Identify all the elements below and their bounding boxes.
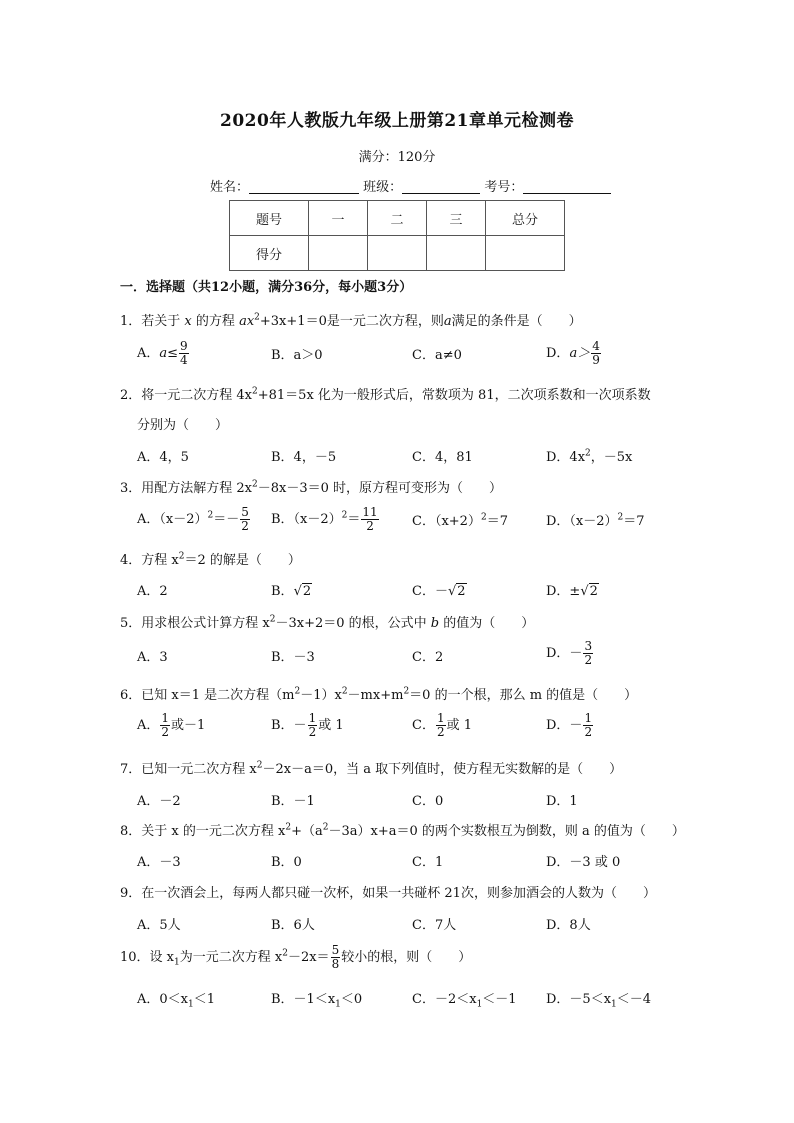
q4-option-d[interactable]: D．±√2 [546,584,598,599]
score-cell[interactable] [368,236,427,271]
full-score: 满分：120分 [358,150,436,165]
question-8: 8．关于 x 的一元二次方程 $x^2+(a^2-3a)x+a=0$ 的两个实数根互为倒数，则 a 的值为（ ） [120,822,685,839]
question-1: 1．若关于 x 的方程 $ax^2+3x+1=0$是一元二次方程，则a满足的条件是（ ） [120,312,582,329]
section-heading: 一．选择题（共12小题，满分36分，每小题3分） [120,280,413,295]
score-cell[interactable] [309,236,368,271]
exam-no-label: 考号： [484,180,524,195]
q8-option-d[interactable]: D．－3 或 0 [546,855,621,870]
q4-option-a[interactable]: A．2 [137,584,168,599]
question-4: 4．方程 $x^2=2$ 的解是（ ） [120,551,301,568]
header-cell: 三 [427,201,486,236]
q6-option-a[interactable]: A． $\frac{1}{2}$ 或－1 [137,711,206,739]
class-blank[interactable] [402,179,480,194]
q8-option-b[interactable]: B．0 [271,855,302,870]
q5-option-a[interactable]: A．3 [137,650,168,665]
score-table-header-row [230,201,565,236]
q2-option-d[interactable]: D．$4x^2$，－5x [546,448,633,465]
row-label-cell: 得分 [230,236,309,271]
question-3: 3．用配方法解方程 $2x^2-8x-3=0$ 时，原方程可变形为（ ） [120,479,503,496]
q10-option-a[interactable]: A．$0<x_1<1$ [137,992,216,1010]
score-table [229,200,565,271]
page-title: 2020年人教版九年级上册第21章单元检测卷 [220,111,574,131]
q8-option-c[interactable]: C．1 [412,855,444,870]
name-label: 姓名： [210,180,250,195]
q2-option-b[interactable]: B．4，－5 [271,450,337,465]
header-cell: 题号 [230,201,309,236]
score-cell[interactable] [486,236,565,271]
q3-option-a[interactable]: A．$(x-2)^2=-$ $\frac{5}{2}$ [137,505,249,533]
question-10: 10．设 $x_1$为一元二次方程 $x^2-2x=$ $\frac{5}{8}$ 较小的根，则（ ） [120,943,472,971]
q10-option-b[interactable]: B．$-1<x_1<0$ [271,992,363,1010]
header-cell: 总分 [486,201,565,236]
score-cell[interactable] [427,236,486,271]
q9-option-c[interactable]: C．7人 [412,918,457,933]
score-table-row [230,236,565,271]
class-label: 班级： [363,180,403,195]
header-cell: 一 [309,201,368,236]
q1-option-d[interactable]: D．a＞ $\frac{4}{9}$ [546,339,600,367]
q3-option-b[interactable]: B．$(x-2)^2=$ $\frac{11}{2}$ [271,505,378,533]
q10-option-d[interactable]: D．$-5<x_1<-4$ [546,992,652,1010]
q7-option-b[interactable]: B．－1 [271,794,315,809]
q2-option-a[interactable]: A．4，5 [137,450,189,465]
question-7: 7．已知一元二次方程 $x^2-2x-a=0$，当 a 取下列值时，使方程无实数解的是（ ） [120,760,623,777]
q7-option-a[interactable]: A．－2 [137,794,181,809]
question-5: 5．用求根公式计算方程 $x^2-3x+2=0$ 的根，公式中 b 的值为（ ） [120,614,535,631]
q6-option-c[interactable]: C． $\frac{1}{2}$ 或 1 [412,711,472,739]
q5-option-b[interactable]: B．－3 [271,650,315,665]
q9-option-d[interactable]: D．8人 [546,918,591,933]
q10-option-c[interactable]: C．$-2<x_1<-1$ [412,992,517,1010]
q9-option-b[interactable]: B．6人 [271,918,315,933]
q4-option-c[interactable]: C．－√2 [412,584,466,599]
question-2-cont: 分别为（ ） [137,418,229,433]
student-info-line [210,176,611,195]
q1-option-c[interactable]: C．a≠0 [412,348,462,363]
q2-option-c[interactable]: C．4，81 [412,450,473,465]
q1-option-b[interactable]: B．a＞0 [271,348,323,363]
q1-option-a[interactable]: A．a≤ $\frac{9}{4}$ [137,339,188,367]
q3-option-c[interactable]: C．$(x+2)^2=7$ [412,512,508,529]
q7-option-d[interactable]: D．1 [546,794,578,809]
q3-option-d[interactable]: D．$(x-2)^2=7$ [546,512,645,529]
question-6: 6．已知 x＝1 是二次方程$(m^2-1)x^2-mx+m^2=0$ 的一个根，那么 m 的值是（ ） [120,686,638,703]
q9-option-a[interactable]: A．5人 [137,918,181,933]
question-2: 2．将一元二次方程 $4x^2+81=5x$ 化为一般形式后，常数项为 81，二次项系数和一次项系数 [120,386,651,403]
q5-option-d[interactable]: D．－ $\frac{3}{2}$ [546,639,593,667]
q6-option-d[interactable]: D．－ $\frac{1}{2}$ [546,711,593,739]
question-9: 9．在一次酒会上，每两人都只碰一次杯，如果一共碰杯 21次，则参加酒会的人数为（ ） [120,886,656,901]
q4-option-b[interactable]: B．√2 [271,584,312,599]
exam-no-blank[interactable] [523,179,611,194]
q8-option-a[interactable]: A．－3 [137,855,181,870]
header-cell: 二 [368,201,427,236]
q7-option-c[interactable]: C．0 [412,794,444,809]
name-blank[interactable] [249,179,359,194]
q5-option-c[interactable]: C．2 [412,650,444,665]
q6-option-b[interactable]: B．－ $\frac{1}{2}$ 或 1 [271,711,344,739]
